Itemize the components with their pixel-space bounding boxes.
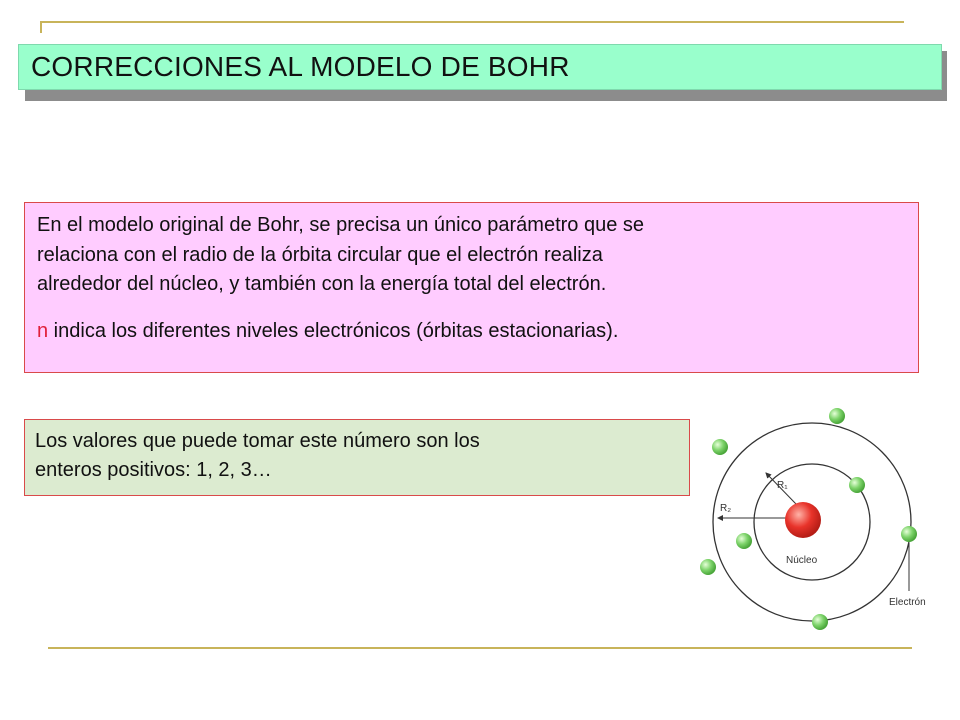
electron-label: Electrón — [889, 597, 926, 608]
electron-dot — [829, 408, 845, 424]
n-statement-text: indica los diferentes niveles electrónicos (órbitas estacionarias). — [48, 319, 619, 342]
intro-line-2: relaciona con el radio de la órbita circular que el electrón realiza — [37, 243, 603, 266]
electron-dot — [712, 439, 728, 455]
electron-dot — [700, 559, 716, 575]
values-note-line-2: enteros positivos: 1, 2, 3… — [35, 459, 272, 481]
bottom-rule — [48, 647, 912, 649]
slide-title: CORRECCIONES AL MODELO DE BOHR — [31, 51, 570, 82]
nucleus-label: Núcleo — [786, 555, 818, 566]
r2-label: R₂ — [720, 503, 732, 514]
r1-label: R₁ — [777, 480, 788, 491]
electron-dot — [901, 526, 917, 542]
electron-dot — [736, 533, 752, 549]
values-note-box — [24, 419, 690, 496]
intro-line-3: alrededor del núcleo, y también con la energía total del electrón. — [37, 273, 607, 295]
n-letter: n — [37, 319, 49, 342]
top-rule — [40, 21, 904, 23]
electron-dot — [849, 477, 865, 493]
intro-box — [24, 202, 919, 373]
bohr-atom-svg — [690, 400, 940, 640]
intro-line-1: En el modelo original de Bohr, se precisa un único parámetro que se — [37, 214, 645, 236]
values-note-line-1: Los valores que puede tomar este número son los — [35, 430, 480, 452]
title-banner — [18, 44, 942, 90]
bohr-atom-diagram — [690, 400, 940, 640]
electron-dot — [812, 614, 828, 630]
n-statement — [37, 317, 906, 347]
top-rule-tick — [40, 21, 42, 33]
nucleus — [785, 502, 821, 538]
